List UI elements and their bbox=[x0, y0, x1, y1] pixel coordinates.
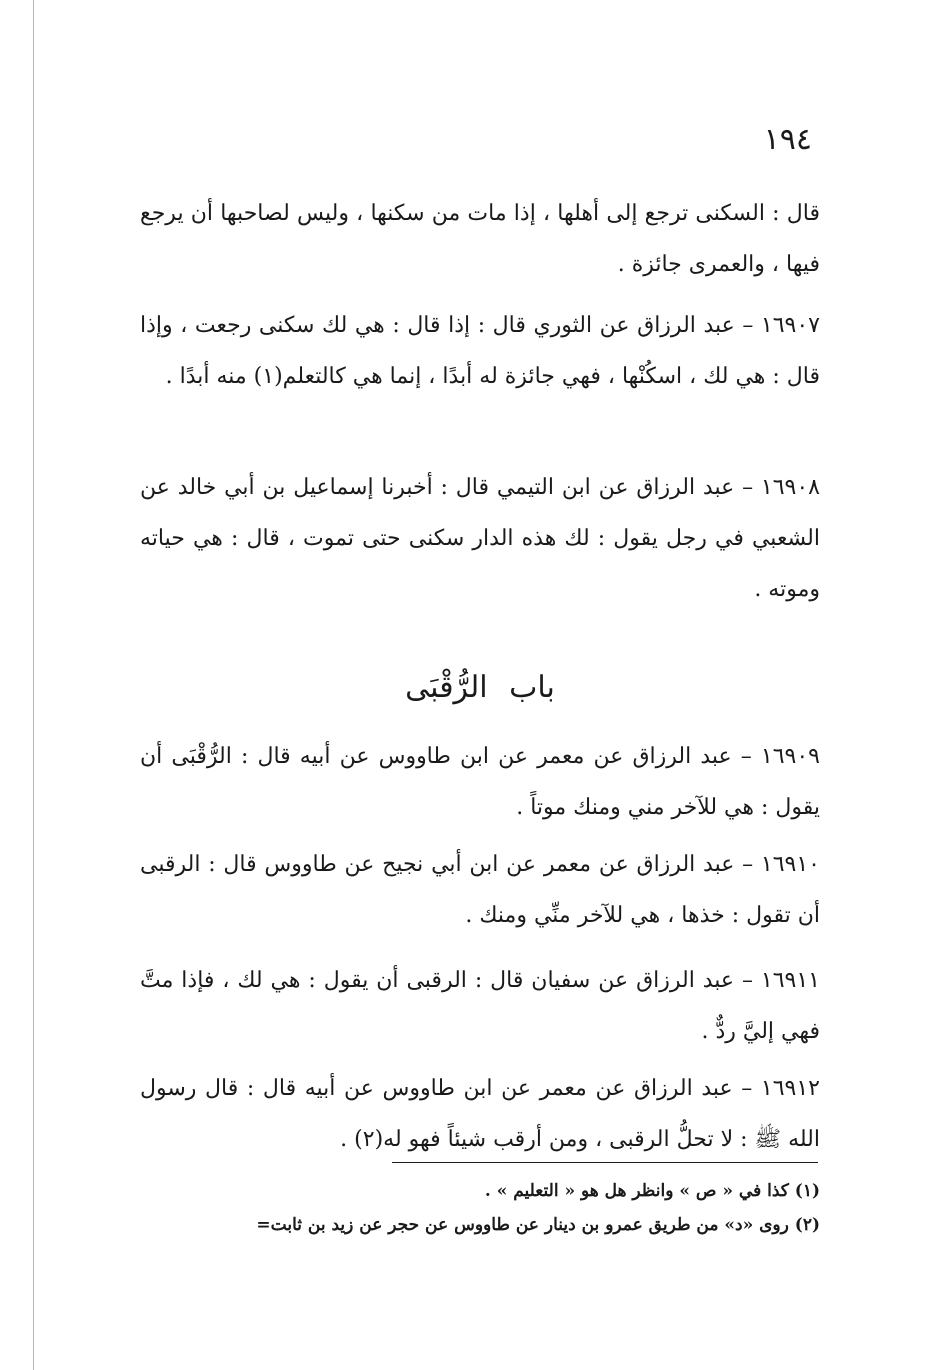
hadith-16910: ١٦٩١٠ – عبد الرزاق عن معمر عن ابن أبي نجيح عن طاووس قال : الرقبى أن تقول : خذها ، هي للآخر منِّي ومنك . bbox=[140, 852, 820, 928]
footnote-1: (١) كذا في « ص » وانظر هل هو « التعليم » . bbox=[484, 1181, 820, 1201]
footnote-2: (٢) روى «د» من طريق عمرو بن دينار عن طاووس عن حجر عن زيد بن ثابت= bbox=[256, 1215, 820, 1235]
binding-line bbox=[33, 0, 34, 1370]
hadith-16908: ١٦٩٠٨ – عبد الرزاق عن ابن التيمي قال : أخبرنا إسماعيل بن أبي خالد عن الشعبي في رجل يقول : لك هذه الدار سكنى حتى تموت ، قال : هي حياته وموته . bbox=[140, 475, 820, 602]
hadith-16911: ١٦٩١١ – عبد الرزاق عن سفيان قال : الرقبى أن يقول : هي لك ، فإذا متَّ فهي إليَّ ردٌّ . bbox=[140, 968, 820, 1044]
hadith-16912: ١٦٩١٢ – عبد الرزاق عن معمر عن ابن طاووس عن أبيه قال : قال رسول الله ﷺ : لا تحلُّ الرقبى ، ومن أرقب شيئاً فهو له(٢) . bbox=[140, 1076, 820, 1152]
page-number: ١٩٤ bbox=[763, 122, 812, 157]
hadith-16909: ١٦٩٠٩ – عبد الرزاق عن معمر عن ابن طاووس عن أبيه قال : الرُّقْبَى أن يقول : هي للآخر مني ومنك موتاً . bbox=[140, 744, 820, 820]
footnote-divider bbox=[392, 1162, 818, 1163]
intro-paragraph: قال : السكنى ترجع إلى أهلها ، إذا مات من سكنها ، وليس لصاحبها أن يرجع فيها ، والعمرى جائزة . bbox=[140, 201, 820, 277]
hadith-16907: ١٦٩٠٧ – عبد الرزاق عن الثوري قال : إذا قال : هي لك سكنى رجعت ، وإذا قال : هي لك ، اسكُنْها ، فهي جائزة له أبدًا ، إنما هي كالتعلم(١) منه أبدًا . bbox=[140, 313, 820, 389]
chapter-heading: باب الرُّقْبَى bbox=[405, 670, 555, 705]
